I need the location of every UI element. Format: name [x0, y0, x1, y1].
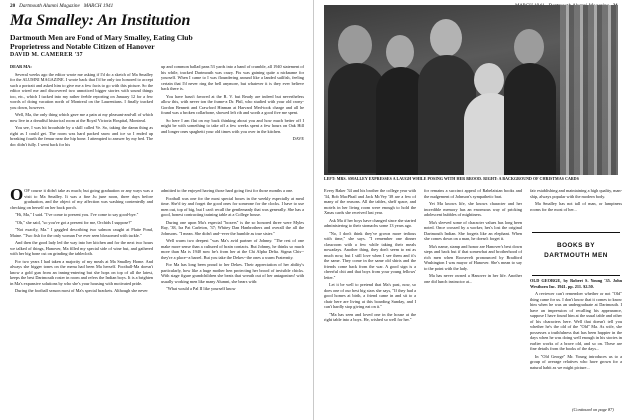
body-paragraph: "Oh," she said, "so you've got a present for me, Orchids I suppose?" — [15, 219, 132, 225]
letter-salutation: DEAR MA: — [10, 64, 32, 69]
body-paragraph: "Hi, Ma," I said. "I've come to present you. I've come to say good-bye." — [15, 212, 139, 217]
letter-signoff: DAVE — [292, 136, 304, 141]
person-head-icon — [386, 35, 414, 69]
books-section-heading — [532, 232, 620, 276]
body-paragraph: "What would a Pal II like yourself know — [166, 286, 236, 291]
body-paragraph: And then the good lady led the way into her kitchen and for the next two hours we talked of things, Hanover, Ma filled my special side of wine but, and gathered with her big bone cut on grinding the tablecloth. — [10, 240, 153, 256]
right-body-column-2 — [424, 188, 522, 414]
article-byline: DAVID M. CAMERER '37 — [10, 52, 83, 58]
body-paragraph: fair establishing and maintaining a high quality, man-ship, always popular with the modern body. — [530, 188, 622, 199]
book-review-column — [530, 278, 622, 406]
body-paragraph: "No, I don't think they've grown more tedious with time," she says. "I remember one dinner classroom with a few while taking their meals nowadays. Another thing, they don't seem to eat as much now, but I still love when I see them and it's the same. They come in the same old shirts and the friends come back from the war. A good sign is a cheerful chit and that boys from your young fellows' letter." — [324, 230, 416, 280]
body-paragraph: Ma's sleeved some of character values has long been noted. Once crossed by a worker, hes's lost the original Dartmouth Indian. She forgets like an elephant. When she comes down on a man, he doesn't forget it. — [424, 219, 522, 241]
body-paragraph: Football was one for the most special boxes in the weekly especially at meal time. She'd try and forget the good ones for someone for the clocks. I have to use men out, top of big, but I can't recall the gentlemanly that was generally. She has a good, honest contracting training table at a College house. — [161, 195, 304, 217]
body-paragraph: Yet Ma knows life, she knows character and her incredible memory has an enormous way of pricking adolescent bubbles of mightiness. — [424, 201, 522, 217]
body-paragraph: admitted to the enjoyed having those hard going first for those months a one. — [161, 188, 294, 193]
book-citation: OLD GEORGE, by Robert S. Young '35. John Westhorn Inc. 1941. pp. 211. $2.50. — [530, 278, 622, 289]
books-heading-title: BOOKS BY — [556, 242, 596, 249]
person-head-icon — [430, 19, 462, 57]
body-column-1 — [10, 188, 153, 414]
body-paragraph: Well warm two deepest "was Ma's avid partner of Johnny. "The rest of one make more sense than a cultured of brain contacts. But Johnny, he thinks so much more than Ma is 1940 now he's from her at the Chi Alpha Delta. Sigma Chis--they're a place--a barrel. But you take the Dekes--the ones a warm Fraternity. — [161, 238, 304, 260]
body-paragraph: Ma's name, stamp and honor are Hanover's best down steps and back but if that somewhat and brotherhood of rich men when Roosevelt pronounced by Bradford Washington I was mayor of Hanover. She's mean to say to the point with the lady. — [424, 243, 522, 271]
body-column-2 — [161, 188, 304, 414]
body-paragraph: Ma Smalley has not tall of man, or lumpiness rooms for the most of her... — [530, 201, 622, 212]
body-paragraph: For two years I had taken a majority of my meals at Ma Smalley Home. And always she bigger tones on the menu had been Ma herself. Football-Ma doesn't know a gold gun from an inning-entering but she hops on top of all the latest, keeps the best Dartmouth roster in room and refers the Indian boys. It is a brighten in Ma's expansive solutions by who she's your housing with motivated pride. — [10, 258, 153, 286]
body-paragraph: During one upon Ma's especial "boxers" is the so honored three were Myles Ray, '38, Ira Pat Carleton, '37; Whitey Dan Hanbrothers and overall the all the Johnsons. "I mean. She didn't and--ever the humble as true sister." — [161, 219, 304, 236]
photo-caption: LEFT: MRS. SMALLEY EXPRESSES A LAUGH WHILE POSING WITH HER BROOD. RIGHT: A BACKGROUND OF CHRISTMAS CARDS — [324, 177, 579, 181]
person-head-icon — [514, 29, 544, 65]
letter-paragraph: up and common ballad pans 53 yards into a band of crumble, all 1940 statement of his while, tracked Dartmouth was crazy. Fix was gaining quite a nickname for yourself. When I came to I was floundering around like a landed sailfish, feeling certain that I'd never ring the bell anymore, but whatever it is they ever believe back there is. — [161, 64, 304, 91]
left-month: MARCH 1941 — [83, 3, 114, 9]
letter-paragraph: You have hasn't favored at the R. V. but Ready are indeed but nevertheless allow this, with never ton the frame-a Dr. Phil, who studied with your old crony-Gordon Bennett and Crawford Hinman at Harvard Med-took charge and all he found was a broken collarbone, showed left rib and worth a good five me spent. — [161, 93, 304, 115]
books-heading-subtitle: DARTMOUTH MEN — [544, 252, 608, 259]
letter-paragraph: So here I am flat on my back thinking about you and how much better off I might be with something to take off a few weeks spent a few hours on Oak Hill and longer ones spaghetti your old times with you over in the kitchen. — [161, 117, 304, 134]
right-body-column-1 — [324, 188, 416, 414]
body-paragraph: Ask Ma if her boys have changed since she started administering to their stomachs some 13 years ago. — [324, 217, 416, 228]
ma-smalley-head-icon — [474, 63, 504, 97]
body-paragraph: "Not exactly, Ma." I gaggled describing two salmon caught at Platte Pond, Maine. "Two fish for the only woman I've ever seen blossomed with tackle." — [10, 227, 153, 238]
article-subtitle: Dartmouth Men are Fond of Mary Smalley, Eating Club Proprietress and Notable Citizen of Hanover — [10, 33, 193, 51]
continued-note: (Continued on page 87) — [572, 407, 614, 412]
drop-cap: O — [10, 188, 24, 204]
body-paragraph: "Ma has seen and loved one in the house at the right table into a boys. He, wished so well for her." — [324, 311, 416, 322]
christmas-cards-background — [560, 5, 618, 175]
body-paragraph: OOF course it didn't take as much; but going graduation or any ways was a visit to Ma Smalley. It was a fine Ju june noon, three days before graduation, and the object of my affection was washing contentedly and checking on herself on her back porch. — [10, 188, 153, 210]
left-magazine-name: Dartmouth Alumni Magazine — [19, 3, 80, 9]
review-paragraph: A reviewer can't remember whether or not "Old" thing came for us. I don't know that it comes to know him when he was an undergraduate at Dartmouth. I have an impression of recalling his appearance, suppose I have found him at the usual table and other of his characters here. Well that doesn't tell you whether he's the old of the "Old" Ma. As wife, she possesses a truthfulness that has been happier in the days when he was doing well enough in his stories in earlier works of a brave old, and so on. These are fine details from the books of the days... — [530, 291, 622, 351]
letter-column-1 — [10, 64, 153, 182]
article-photograph — [324, 5, 618, 175]
person-body-icon — [504, 63, 556, 175]
body-paragraph: For Ma has long been proud to her Dekes. Their appreciation of her ability's particularly, how like a huge mother hen protecting her brood of invisible chicks. With stage figure grandchildren she beats that wreath out of her antagonism! with usually working men like many Alumni, she bears with: — [161, 262, 304, 284]
letter-paragraph: Well, Ma, the only thing which gave me a pain at my pleasant-and-all of which now live in a dreadful historical room at the Royal Victoria Hospital, Montreal. — [10, 112, 153, 123]
person-head-icon — [338, 25, 372, 65]
article-title: Ma Smalley: An Institution — [10, 12, 191, 29]
body-paragraph: During the football season most of Ma's special brackets. Although she never — [15, 288, 148, 293]
left-folio: 20 — [10, 3, 16, 9]
right-page — [314, 0, 628, 420]
letter-paragraph: Several weeks ago the editor wrote me asking if I'd do a sketch of Ma Smalley for the ALUMNI MAGAZINE. I wrote back that I'd be only too honored to accept such a portrait and asked him to give me a few facts to go with this picture. So the editor wired me and discovered two unnoticed bigger stories with sound things too, etc., which I tucked into my rather feeble reporting on January 12 for a few words of doing vacation north of Montreal on the Laurentians. I finally tracked you down, however. — [10, 71, 153, 110]
left-running-head — [10, 3, 113, 9]
body-paragraph: for remains a succinct appeal of Rabelaisian books and the nudgement of Johnson's sympathetic brat. — [424, 188, 522, 199]
review-paragraph: In "Old George" Mr. Young introduces us to a group of average relatives who have grown for a natural habit as we might picture... — [530, 353, 622, 370]
body-paragraph: Ma has never owned a Hanover in her life. Another one did lunch instructor at... — [424, 273, 522, 284]
letter-paragraph: You see, I was hit broadside by a skill called Ve. So, taking the damn thing as right as I could get. The room was hard packed snow and ice so I ended up breaking fourth the femur near the hip bone. I attempted to answer by my bed. The doc didn't fully. I went back for his — [10, 125, 153, 147]
body-paragraph: Let it be well to pretend that Ma's past, now, so does one of our best big stars she says, "If they had a good homes at birth, a friend came in and sit to a chair here are living at this boarding Sunday, and I can't hardly stop giving eat on it." — [324, 282, 416, 309]
right-body-column-3-top — [530, 188, 622, 230]
letter-column-2 — [161, 64, 304, 182]
body-paragraph: Every Baker '34 and his brother the college year with '34, Bob MacPhail and Jack McVey '38 are a few of many of the reasons. All the tables, shelf space, and motels in her living room were enough to hold the Xmas cards she received last year. — [324, 188, 416, 215]
